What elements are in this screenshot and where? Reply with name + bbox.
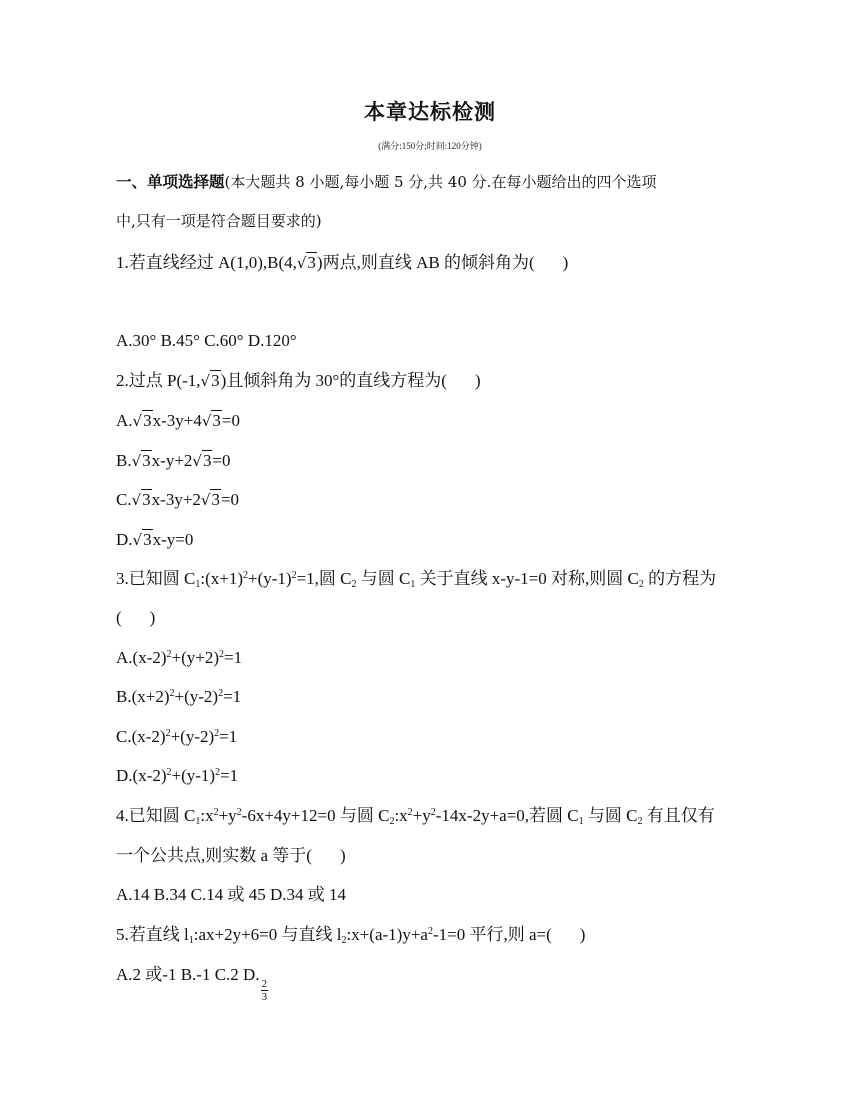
question-3-stem: 3.已知圆 $C_1:(x+1)^2+(y-1)^2=1$,圆 $C_2$ 与圆 $C_1$ 关于直线 x-y-1=0 对称,则圆 $C_2$ 的方程为 xyxy=(116,569,717,590)
question-2-option-a: A.√3x-3y+4√3=0 xyxy=(116,411,240,430)
question-3-option-b: $B.(x+2)^2+(y-2)^2=1$ xyxy=(116,687,242,706)
question-2-option-c: C.√3x-3y+2√3=0 xyxy=(116,490,240,509)
question-5-options: A.2 或-1 B.-1 C.2 D. $\frac{2}{3}$ xyxy=(116,965,268,1003)
question-2-option-b: B.√3x-y+2√3=0 xyxy=(116,451,231,470)
sqrt: √3 xyxy=(132,530,152,549)
sqrt: √3 xyxy=(200,490,220,509)
page-title: 本章达标检测 xyxy=(364,100,496,124)
question-2-stem: 2.过点 P(-1,√3)且倾斜角为 30°的直线方程为( ) xyxy=(116,371,481,390)
question-1-options: A.30° B.45° C.60° D.120° xyxy=(116,331,297,350)
question-5-stem: 5.若直线 $l_1:ax+2y+6=0$ 与直线 $l_2:x+(a-1)y+a^2-1=0$ 平行,则 a=( ) xyxy=(116,925,586,946)
section-description-cont: 中,只有一项是符合题目要求的) xyxy=(116,212,322,230)
question-1-stem: 1.若直线经过 A(1,0),B(4,√3)两点,则直线 AB 的倾斜角为( ) xyxy=(116,253,569,272)
question-4-stem-cont: 一个公共点,则实数 a 等于( ) xyxy=(116,846,346,865)
sqrt: √3 xyxy=(296,253,316,272)
sqrt: √3 xyxy=(131,490,151,509)
sqrt: √3 xyxy=(192,451,212,470)
section-heading: 一、单项选择题 xyxy=(116,173,225,191)
sqrt: √3 xyxy=(201,411,221,430)
question-4-options: A.14 B.34 C.14 或 45 D.34 或 14 xyxy=(116,885,346,904)
question-3-option-d: $D.(x-2)^2+(y-1)^2=1$ xyxy=(116,766,239,785)
question-2-option-d: D.√3x-y=0 xyxy=(116,530,194,549)
fraction: $\frac{2}{3}$ xyxy=(261,978,268,1003)
sqrt: √3 xyxy=(131,451,151,470)
question-4-stem: 4.已知圆 $C_1:x^2+y^2-6x+4y+12=0$ 与圆 $C_2:x^2+y^2-14x-2y+a=0$,若圆 $C_1$ 与圆 $C_2$ 有且仅有 xyxy=(116,806,715,827)
section-description: (本大题共 8 小题,每小题 5 分,共 40 分.在每小题给出的四个选项 xyxy=(224,173,657,191)
exam-info: (满分:150分;时间:120分钟) xyxy=(378,141,482,151)
section-heading-line xyxy=(116,171,656,193)
sqrt: √3 xyxy=(200,371,220,390)
question-3-option-a: $A.(x-2)^2+(y+2)^2=1$ xyxy=(116,648,243,667)
sqrt: √3 xyxy=(132,411,152,430)
question-3-option-c: $C.(x-2)^2+(y-2)^2=1$ xyxy=(116,727,238,746)
question-3-stem-cont: ( ) xyxy=(116,608,156,627)
